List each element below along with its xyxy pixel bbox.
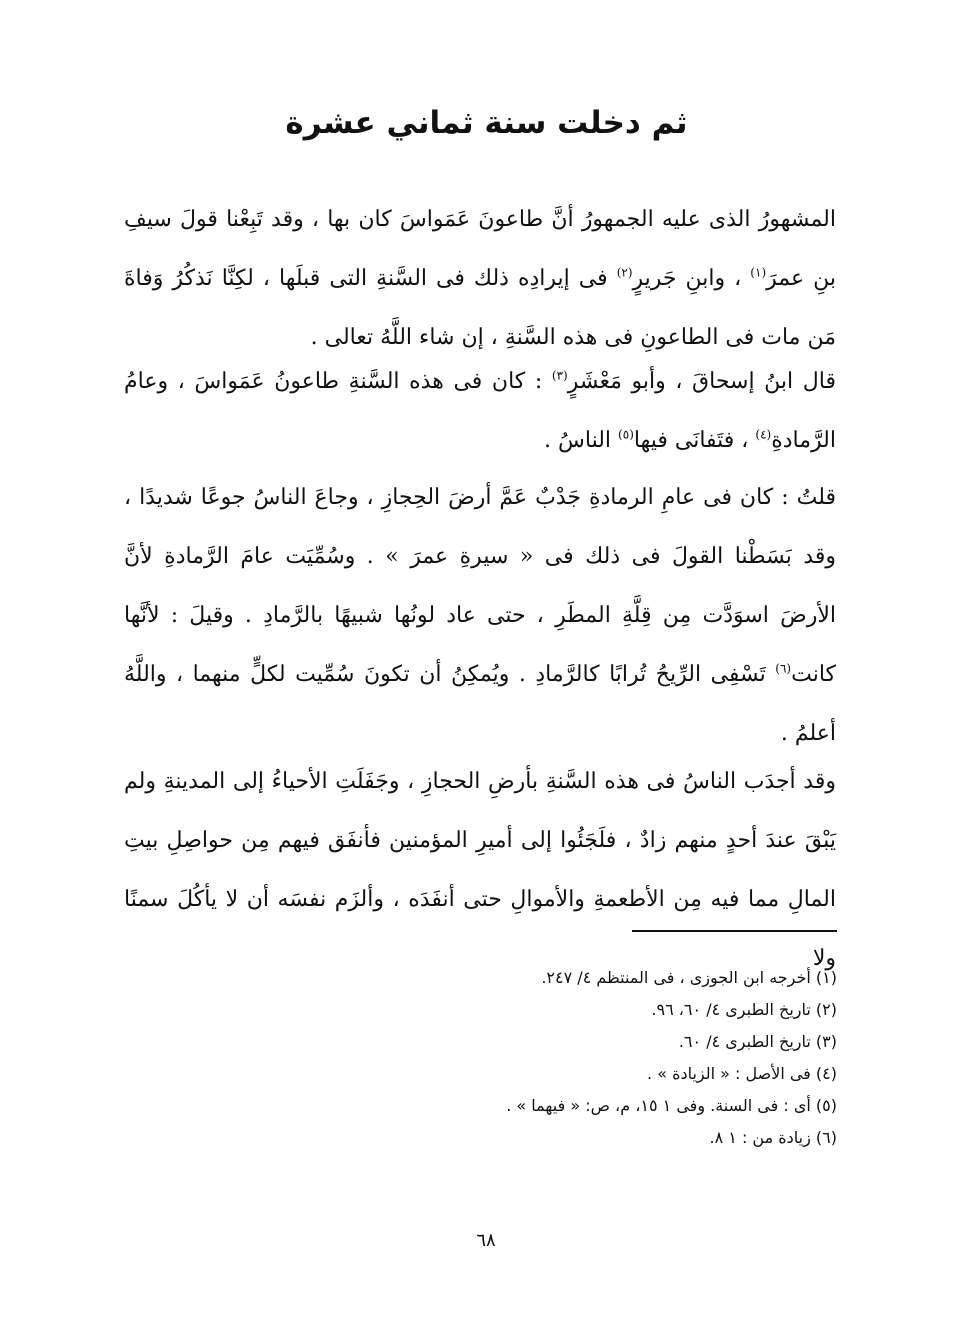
- footnote-4: (٤) فى الأصل : « الزيادة » .: [647, 1064, 837, 1083]
- footnote-5: (٥) أى : فى السنة. وفى ١ ١٥، م، ص: « فيهما » .: [506, 1096, 837, 1115]
- paragraph-2-text-d: الناسُ .: [544, 428, 619, 453]
- paragraph-2-text-b: : كان فى هذه السَّنةِ طاعونُ عَمَواسَ ، وعامُ الرَّمادةِ: [124, 369, 836, 453]
- paragraph-3-text-b: تَسْفِى الرِّيحُ تُرابًا كالرَّمادِ . ويُمكِنُ أن تكونَ سُمِّيت لكلٍّ منهما ، واللَّهُ أعلمُ .: [124, 662, 836, 746]
- footnote-ref-3: (٣): [551, 368, 568, 383]
- paragraph-1-text-c: فى إيرادِه ذلك فى السَّنةِ التى قبلَها ، لكِنَّا نَذكُرُ وَفاةَ مَن مات فى الطاعونِ فى هذه السَّنةِ ، إن شاء اللَّهُ تعالى .: [124, 266, 836, 350]
- paragraph-2-text-c: ، فتَفانَى فيها: [633, 428, 756, 453]
- chapter-title: ثم دخلت سنة ثماني عشرة: [285, 105, 688, 141]
- footnote-ref-5: (٥): [618, 427, 634, 442]
- footnote-2: (٢) تاريخ الطبرى ٤/ ٦٠، ٩٦.: [651, 1000, 837, 1019]
- paragraph-3: [124, 468, 836, 763]
- paragraph-4-text-a: وقد أجدَب الناسُ فى هذه السَّنةِ بأرضِ الحجازِ ، وجَفَلَتِ الأحياءُ إلى المدينةِ ولم يَبْقَ عندَ أحدٍ منهم زادٌ ، فلَجَئُوا إلى أميرِ المؤمنين فأنفَق فيهم مِن حواصِلِ بيتِ المالِ مما فيه مِن الأطعمةِ والأموالِ حتى أنفَدَه ، وألزَم نفسَه أن لا يأكُلَ سمنًا ولا: [124, 769, 836, 971]
- paragraph-2-text-a: قال ابنُ إسحاقَ ، وأبو مَعْشَرٍ: [567, 369, 836, 394]
- footnote-ref-2: (٢): [616, 265, 633, 280]
- page-number: ٦٨: [476, 1230, 496, 1251]
- footnote-ref-6: (٦): [775, 661, 792, 676]
- paragraph-1-text-a: المشهورُ الذى عليه الجمهورُ أنَّ طاعونَ عَمَواسَ كان بها ، وقد تَبِعْنا قولَ سيفِ بنِ عمرَ: [124, 207, 836, 291]
- footnote-3: (٣) تاريخ الطبرى ٤/ ٦٠.: [678, 1032, 837, 1051]
- footnote-ref-4: (٤): [755, 427, 772, 442]
- paragraph-1-text-b: ، وابنِ جَريرٍ: [632, 266, 751, 291]
- footnote-6: (٦) زيادة من : ١ ٨.: [709, 1128, 837, 1147]
- paragraph-3-text-a: قلتُ : كان فى عامِ الرمادةِ جَدْبٌ عَمَّ أرضَ الحِجازِ ، وجاعَ الناسُ جوعًا شديدًا ، وقد بَسَطْنا القولَ فى ذلك فى « سيرةِ عمرَ » . وسُمِّيَت عامَ الرَّمادةِ لأنَّ الأرضَ اسوَدَّت مِن قِلَّةِ المطَرِ ، حتى عاد لونُها شبيهًا بالرَّمادِ . وقيلَ : لأنَّها كانت: [124, 485, 836, 687]
- paragraph-2: [124, 352, 836, 470]
- footnotes-list: [300, 962, 837, 1154]
- footnote-separator: [632, 930, 837, 932]
- footnote-1: (١) أخرجه ابن الجوزى ، فى المنتظم ٤/ ٢٤٧.: [541, 968, 837, 987]
- footnote-ref-1: (١): [750, 265, 767, 280]
- paragraph-1: [124, 190, 836, 367]
- paragraph-4: [124, 752, 836, 988]
